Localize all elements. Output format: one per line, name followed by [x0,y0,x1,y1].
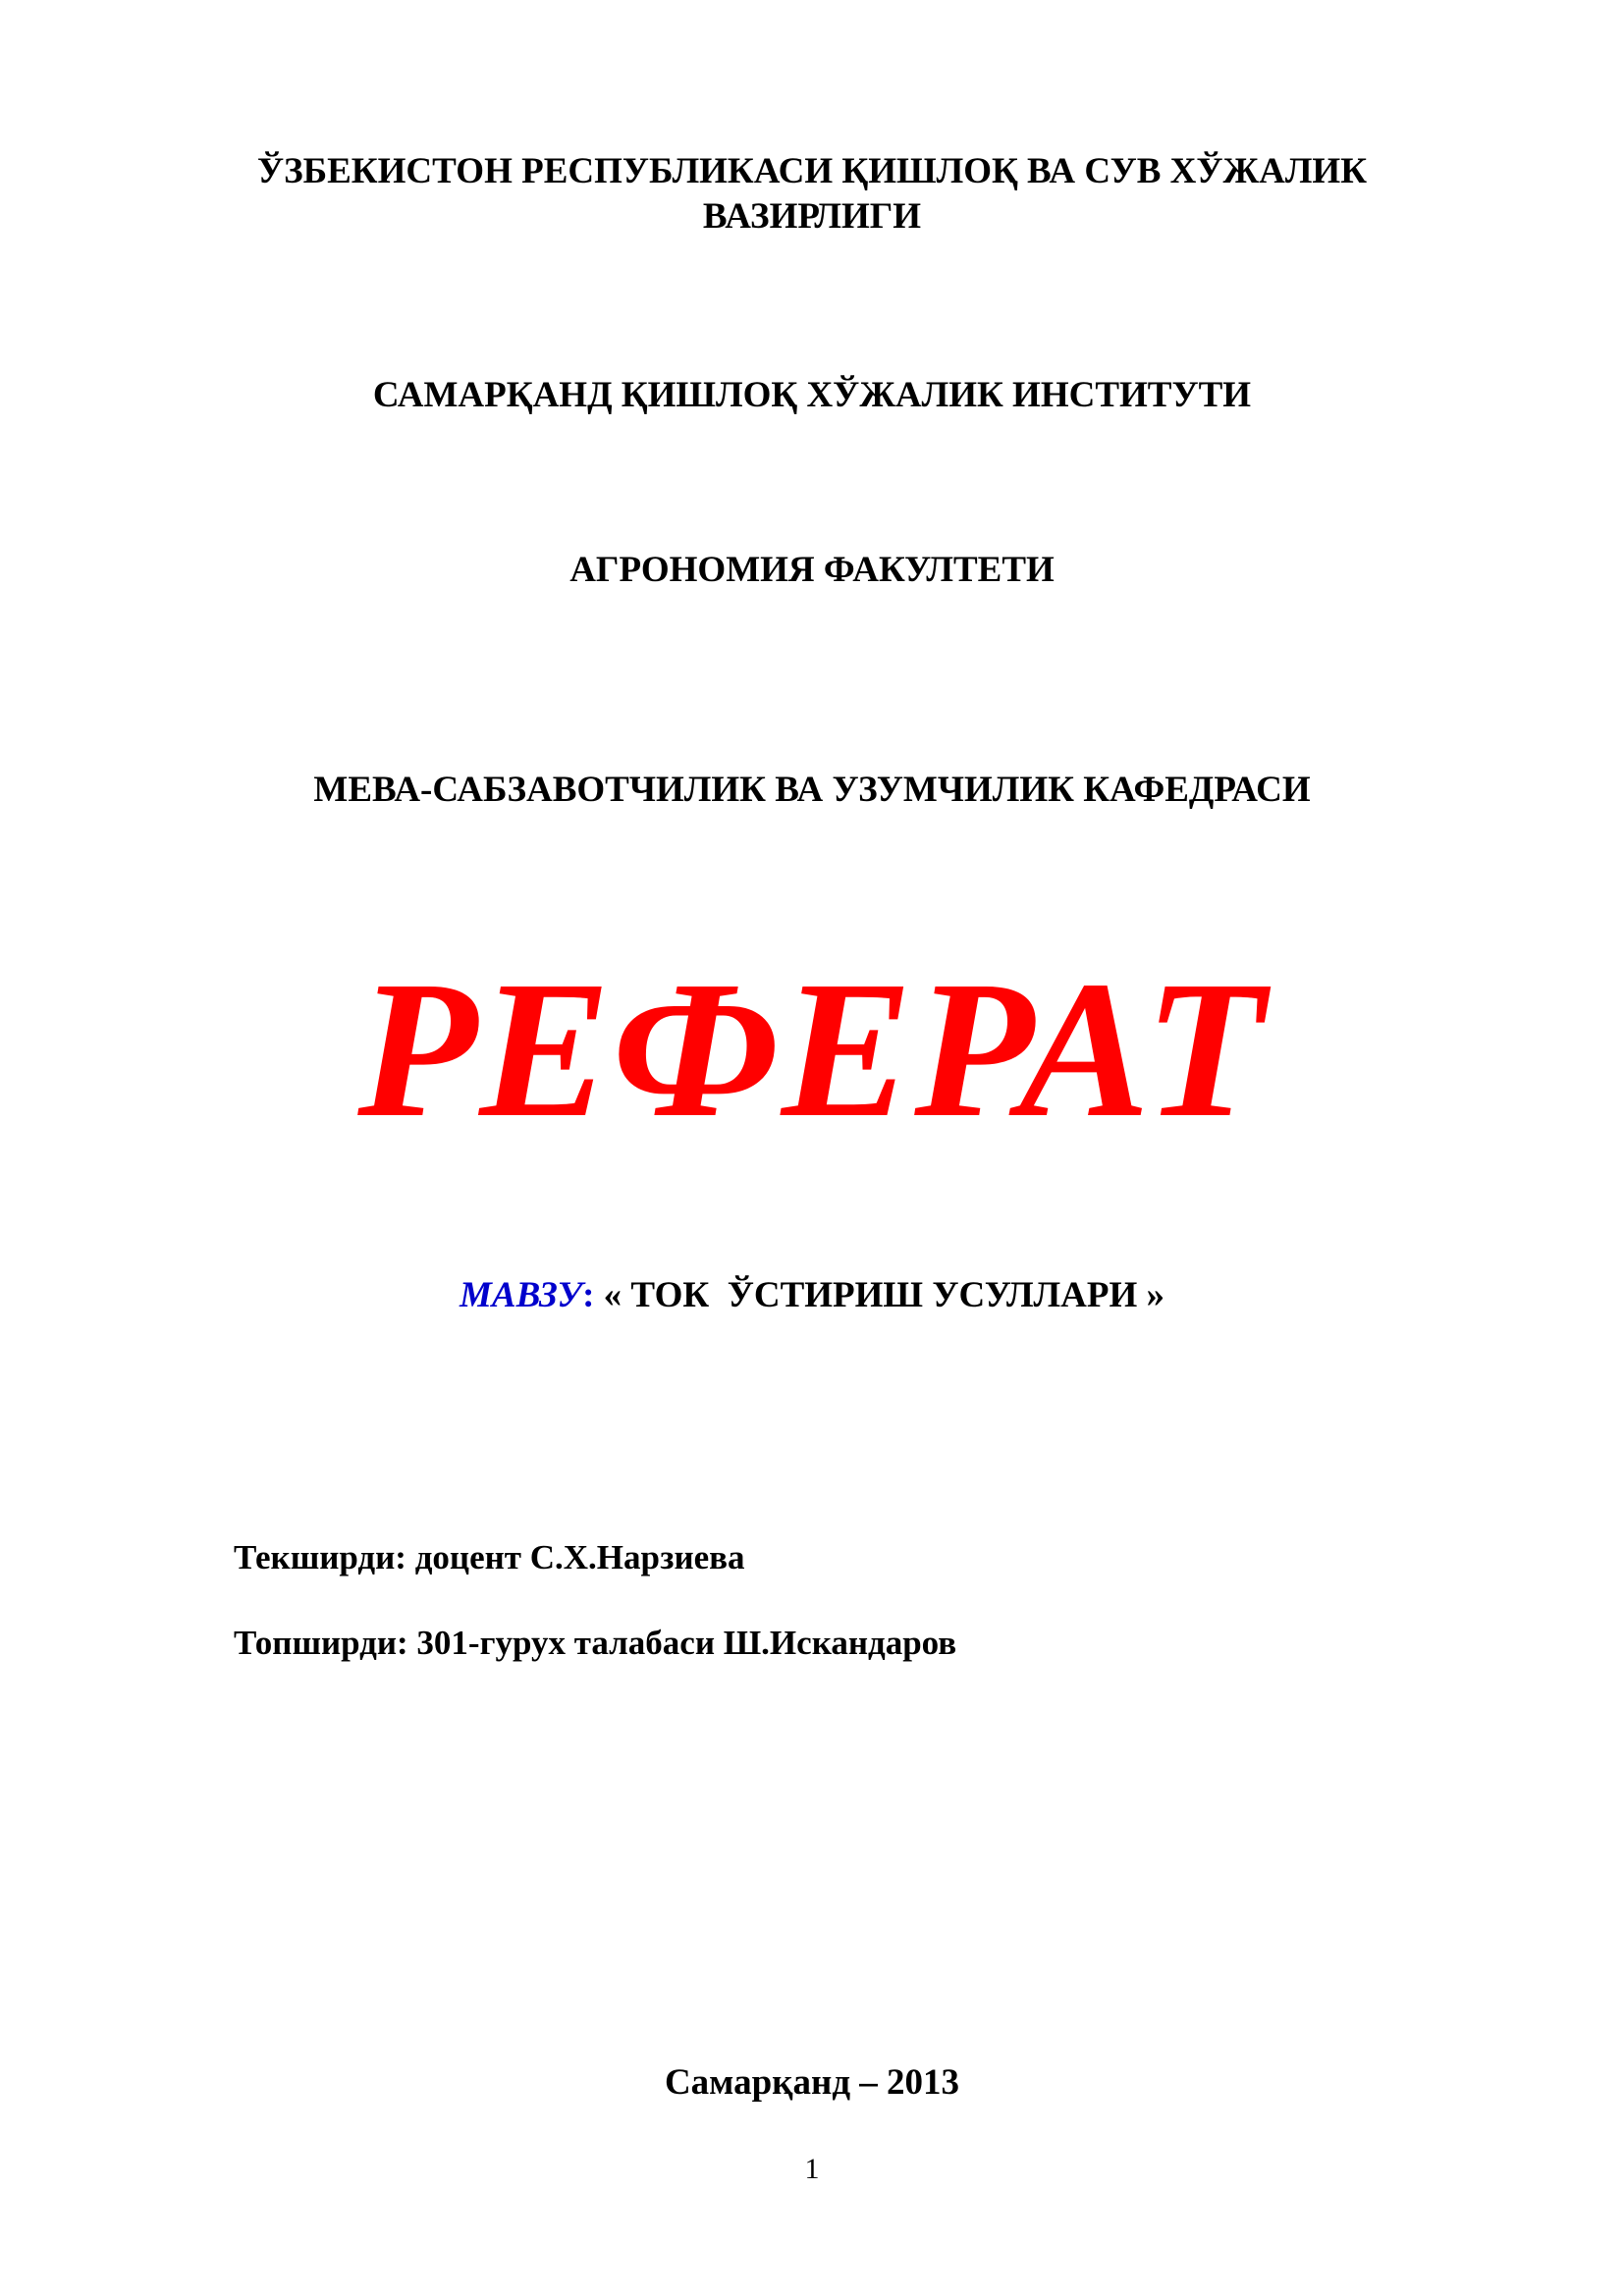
topic-line [0,1273,1624,1318]
department-heading: МЕВА-САБЗАВОТЧИЛИК ВА УЗУМЧИЛИК КАФЕДРАСИ [313,770,1311,810]
ministry-heading-line1: ЎЗБЕКИСТОН РЕСПУБЛИКАСИ ҚИШЛОҚ ВА СУВ ХЎЖАЛИК [256,151,1368,191]
page-number: 1 [804,2153,820,2185]
document-title: РЕФЕРАТ [357,941,1267,1158]
institute-heading: САМАРҚАНД ҚИШЛОҚ ХЎЖАЛИК ИНСТИТУТИ [372,375,1252,415]
topic-colon: : [582,1275,595,1315]
faculty-heading: АГРОНОМИЯ ФАКУЛТЕТИ [569,550,1055,590]
ministry-heading-line2: ВАЗИРЛИГИ [702,196,922,237]
topic-label: МАВЗУ [460,1275,583,1315]
checked-by: Текширди: доцент С.Х.Нарзиева [234,1538,745,1576]
topic-text: « ТОК ЎСТИРИШ УСУЛЛАРИ » [594,1275,1164,1315]
place-year: Самарқанд – 2013 [664,2062,960,2103]
ministry-heading [0,149,1624,240]
submitted-by: Топширди: 301-гурух талабаси Ш.Искандаров [234,1624,957,1662]
